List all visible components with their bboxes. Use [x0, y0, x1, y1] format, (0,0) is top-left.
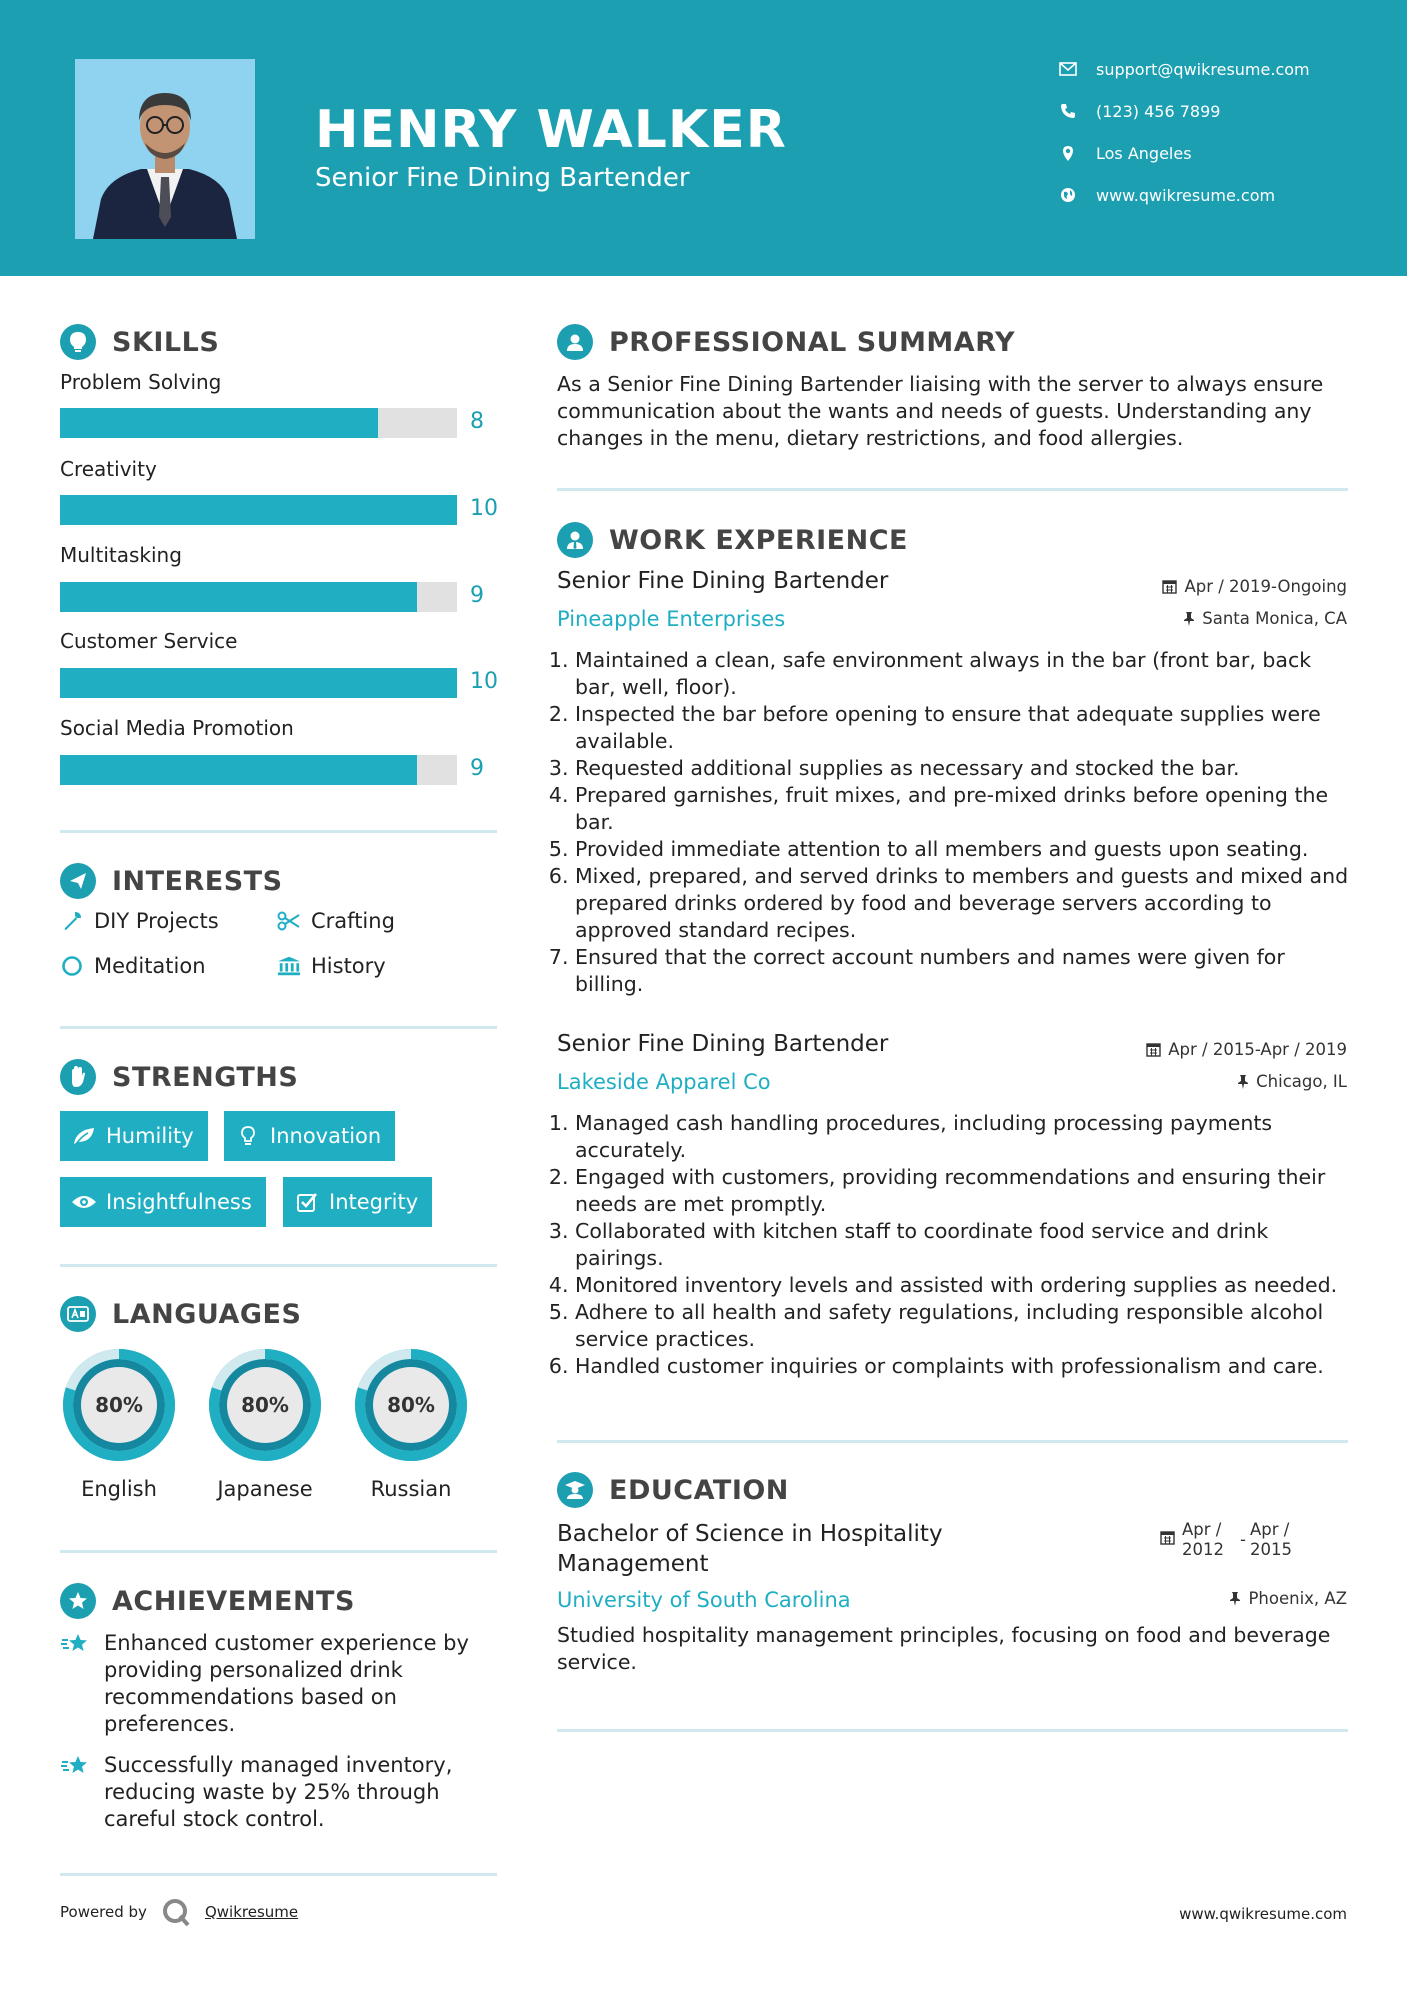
- strengths-heading: STRENGTHS: [60, 1059, 298, 1095]
- language-name: English: [81, 1477, 157, 1501]
- contact-phone[interactable]: [1050, 97, 1390, 125]
- skill-value: 8: [470, 409, 484, 434]
- language-item: [203, 1343, 327, 1501]
- star-badge-icon: [60, 1583, 96, 1619]
- candidate-name: HENRY WALKER: [315, 100, 787, 160]
- interest-item: DIY Projects: [60, 909, 219, 933]
- skill-bar-fill: [60, 668, 457, 698]
- job-bullet: 2. Engaged with customers, providing recommendations and ensuring their needs are met promptly.: [575, 1164, 1351, 1218]
- job-bullet: 3. Requested additional supplies as necessary and stocked the bar.: [575, 755, 1351, 782]
- skill-bar-fill: [60, 755, 417, 785]
- achievement-item: Enhanced customer experience by providing personalized drink recommendations based on preferences.: [60, 1630, 500, 1738]
- skill-bar-fill: [60, 582, 417, 612]
- star-icon: [60, 1752, 90, 1833]
- candidate-role: Senior Fine Dining Bartender: [315, 163, 690, 193]
- lightbulb-icon: [60, 324, 96, 360]
- footer-url[interactable]: www.qwikresume.com: [1179, 1905, 1347, 1923]
- header: [0, 0, 1407, 276]
- contact-location-text: Los Angeles: [1096, 143, 1192, 163]
- job-date: Apr / 2019-Ongoing: [1162, 577, 1347, 596]
- interest-item: Crafting: [277, 909, 395, 933]
- skills-heading: SKILLS: [60, 324, 219, 360]
- pushpin-icon: [1229, 1591, 1241, 1607]
- skill-bar: [60, 755, 457, 785]
- contact-phone-text: (123) 456 7899: [1096, 101, 1221, 121]
- education-start-date: Apr / 2012: [1182, 1520, 1224, 1559]
- education-location: Phoenix, AZ: [1229, 1589, 1347, 1608]
- strength-chip: Insightfulness: [60, 1177, 266, 1227]
- globe-icon: [1050, 187, 1086, 203]
- education-dates: [1160, 1520, 1308, 1560]
- interest-item: Meditation: [60, 954, 206, 978]
- skill-bar-fill: [60, 495, 457, 525]
- skill-bar: [60, 495, 457, 525]
- checkbox-icon: [293, 1191, 321, 1213]
- phone-icon: [1050, 103, 1086, 119]
- section-divider: [60, 1550, 497, 1553]
- job-bullet: 6. Handled customer inquiries or complaints with professionalism and care.: [575, 1353, 1351, 1380]
- language-percent: 80%: [95, 1393, 143, 1417]
- skill-bar: [60, 668, 457, 698]
- pushpin-icon: [1237, 1074, 1249, 1090]
- powered-by: [60, 1897, 298, 1927]
- powered-by-label: Powered by: [60, 1903, 147, 1921]
- education-description: Studied hospitality management principles, focusing on food and beverage service.: [557, 1623, 1331, 1674]
- wrench-icon: [60, 910, 84, 932]
- skill-value: 9: [470, 583, 484, 608]
- skill-value: 10: [470, 496, 498, 521]
- language-ring: [349, 1343, 473, 1467]
- paper-plane-icon: [60, 863, 96, 899]
- section-divider: [557, 1729, 1348, 1732]
- job-bullet: 4. Prepared garnishes, fruit mixes, and pre-mixed drinks before opening the bar.: [575, 782, 1351, 836]
- section-divider: [60, 1026, 497, 1029]
- skill-bar: [60, 408, 457, 438]
- skill-bar: [60, 582, 457, 612]
- job-bullet: 4. Monitored inventory levels and assisted with ordering supplies as needed.: [575, 1272, 1351, 1299]
- user-icon: [557, 324, 593, 360]
- skill-name: Problem Solving: [60, 370, 222, 394]
- skill-name: Social Media Promotion: [60, 716, 294, 740]
- job-location: Santa Monica, CA: [1183, 609, 1347, 628]
- interests-heading: INTERESTS: [60, 863, 283, 899]
- skill-value: 10: [470, 669, 498, 694]
- language-name: Russian: [370, 1477, 452, 1501]
- achievement-item: Successfully managed inventory, reducing waste by 25% through careful stock control.: [60, 1752, 500, 1833]
- skill-name: Customer Service: [60, 629, 238, 653]
- section-divider: [60, 1873, 497, 1876]
- calendar-icon: [1146, 1042, 1161, 1057]
- qwikresume-link[interactable]: Qwikresume: [204, 1903, 299, 1921]
- job-title: Senior Fine Dining Bartender: [557, 568, 889, 594]
- section-divider: [60, 1264, 497, 1267]
- education-end-date: Apr / 2015: [1250, 1520, 1292, 1559]
- strength-chip: Innovation: [224, 1111, 395, 1161]
- languages-heading: LANGUAGES: [60, 1296, 301, 1332]
- lightbulb-icon: [234, 1125, 262, 1147]
- degree-title: Bachelor of Science in Hospitality Management: [557, 1521, 943, 1577]
- job-title: Senior Fine Dining Bartender: [557, 1031, 889, 1057]
- qwikresume-logo-icon: [161, 1897, 191, 1927]
- job-bullet: 1. Maintained a clean, safe environment always in the bar (front bar, back bar, well, floor).: [575, 647, 1351, 701]
- envelope-icon: [1050, 62, 1086, 76]
- circle-icon: [60, 955, 84, 977]
- skill-value: 9: [470, 756, 484, 781]
- job-bullet: 3. Collaborated with kitchen staff to coordinate food service and drink pairings.: [575, 1218, 1351, 1272]
- bank-icon: [277, 955, 301, 977]
- company-name: Lakeside Apparel Co: [557, 1070, 771, 1094]
- pushpin-icon: [1183, 611, 1195, 627]
- leaf-icon: [70, 1126, 98, 1146]
- contact-website-text: www.qwikresume.com: [1096, 185, 1276, 205]
- section-divider: [557, 1440, 1348, 1443]
- contact-email-text: support@qwikresume.com: [1096, 59, 1310, 79]
- calendar-icon: [1160, 1520, 1175, 1545]
- contact-website[interactable]: [1050, 181, 1390, 209]
- language-ring: [203, 1343, 327, 1467]
- job-bullets: [551, 1110, 1351, 1380]
- education-date-separator: -: [1240, 1530, 1246, 1549]
- contact-location: [1050, 139, 1390, 167]
- map-pin-icon: [1050, 145, 1086, 162]
- school-name: University of South Carolina: [557, 1588, 851, 1612]
- eye-icon: [70, 1194, 98, 1210]
- contact-email[interactable]: [1050, 55, 1390, 83]
- language-ring: [57, 1343, 181, 1467]
- skill-bar-fill: [60, 408, 378, 438]
- company-name: Pineapple Enterprises: [557, 607, 786, 631]
- strength-chip: Integrity: [283, 1177, 432, 1227]
- language-percent: 80%: [387, 1393, 435, 1417]
- hand-icon: [60, 1059, 96, 1095]
- job-bullet: 7. Ensured that the correct account numbers and names were given for billing.: [575, 944, 1351, 998]
- achievements-heading: ACHIEVEMENTS: [60, 1583, 355, 1619]
- language-icon: [60, 1296, 96, 1332]
- calendar-icon: [1162, 579, 1177, 594]
- strength-chip: Humility: [60, 1111, 208, 1161]
- graduate-icon: [557, 1472, 593, 1508]
- job-bullet: 5. Adhere to all health and safety regulations, including responsible alcohol service practices.: [575, 1299, 1351, 1353]
- skill-name: Multitasking: [60, 543, 182, 567]
- job-bullets: [551, 647, 1351, 998]
- summary-heading: PROFESSIONAL SUMMARY: [557, 324, 1015, 360]
- profile-photo: [75, 59, 255, 239]
- scissors-icon: [277, 911, 301, 931]
- language-item: [57, 1343, 181, 1501]
- interest-item: History: [277, 954, 386, 978]
- section-divider: [60, 830, 497, 833]
- education-heading: EDUCATION: [557, 1472, 789, 1508]
- work-heading: WORK EXPERIENCE: [557, 522, 908, 558]
- section-divider: [557, 488, 1348, 491]
- job-location: Chicago, IL: [1237, 1072, 1347, 1091]
- job-bullet: 5. Provided immediate attention to all members and guests upon seating.: [575, 836, 1351, 863]
- skill-name: Creativity: [60, 457, 157, 481]
- job-bullet: 1. Managed cash handling procedures, including processing payments accurately.: [575, 1110, 1351, 1164]
- job-bullet: 2. Inspected the bar before opening to ensure that adequate supplies were available.: [575, 701, 1351, 755]
- summary-text: As a Senior Fine Dining Bartender liaising with the server to always ensure communication about the wants and needs of guests. Understanding any changes in the menu, dietary restrictions, and food allergies.: [557, 372, 1324, 450]
- user-tie-icon: [557, 522, 593, 558]
- language-item: [349, 1343, 473, 1501]
- language-name: Japanese: [217, 1477, 313, 1501]
- language-percent: 80%: [241, 1393, 289, 1417]
- job-bullet: 6. Mixed, prepared, and served drinks to members and guests and mixed and prepared drinks ordered by food and beverage servers according to approved standard recipes.: [575, 863, 1351, 944]
- star-icon: [60, 1630, 90, 1738]
- job-date: Apr / 2015-Apr / 2019: [1146, 1040, 1347, 1059]
